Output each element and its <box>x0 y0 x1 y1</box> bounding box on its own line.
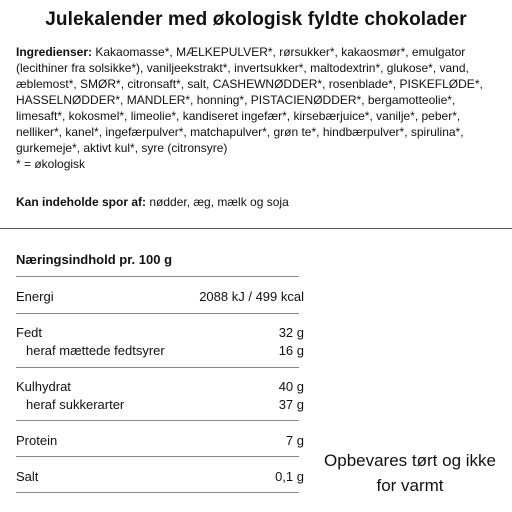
allergens-block <box>16 194 496 210</box>
nutrition-divider <box>16 420 299 421</box>
nutrition-value: 7 g <box>285 433 304 448</box>
nutrition-row-saturated-fat <box>16 342 304 360</box>
nutrition-value: 37 g <box>278 397 304 412</box>
nutrition-title: Næringsindhold pr. 100 g <box>16 252 173 267</box>
nutrition-value: 0,1 g <box>275 469 304 484</box>
nutrition-divider <box>16 276 299 277</box>
nutrition-label: Kulhydrat <box>16 379 71 394</box>
nutrition-divider <box>16 456 299 457</box>
storage-instructions: Opbevares tørt og ikke for varmt <box>324 451 496 495</box>
nutrition-row-carbohydrate <box>16 378 304 396</box>
ingredients-text: Kakaomasse*, MÆLKEPULVER*, rørsukker*, kakaosmør*, emulgator (lecithiner fra solsikke*), vaniljeekstrakt*, invertsukker*, maltodextrin*, glukose*, vand, æblemost*, SMØR*, citronsaft*, salt, CASHEWNØDDER*, rosenblade*, PISKEFLØDE*, HASSELNØDDER*, MANDLER*, honning*, PISTACIENØDDER*, bergamotteolie*, limesaft*, kokosmel*, limeolie*, kandiseret ingefær*, kirsebærjuice*, vanilje*, peber*, nelliker*, kanel*, ingefærpulver*, matchapulver*, grøn te*, hindbærpulver*, spirulina*, gurkemeje*, aktivt kul*, syre (citronsyre) <box>16 45 483 155</box>
nutrition-value: 16 g <box>278 343 304 358</box>
nutrition-row-energy <box>16 288 304 306</box>
nutrition-label: heraf mættede fedtsyrer <box>26 343 165 358</box>
nutrition-label: heraf sukkerarter <box>26 397 125 412</box>
nutrition-row-fat <box>16 324 304 342</box>
nutrition-label: Salt <box>16 469 39 484</box>
nutrition-divider <box>16 313 299 314</box>
product-title: Julekalender med økologisk fyldte chokolader <box>45 9 467 30</box>
nutrition-label: Energi <box>16 289 54 304</box>
nutrition-row-salt <box>16 468 304 486</box>
nutrition-row-protein <box>16 432 304 450</box>
nutrition-value: 2088 kJ / 499 kcal <box>199 289 304 304</box>
nutrition-row-sugars <box>16 396 304 414</box>
ingredients-label: Ingredienser: <box>16 45 93 59</box>
organic-note: * = økologisk <box>16 157 86 171</box>
nutrition-divider <box>16 492 299 493</box>
nutrition-value: 40 g <box>278 379 304 394</box>
nutrition-label: Fedt <box>16 325 43 340</box>
allergens-label: Kan indeholde spor af: <box>16 195 147 209</box>
section-divider <box>0 228 512 229</box>
nutrition-label: Protein <box>16 433 58 448</box>
nutrition-value: 32 g <box>278 325 304 340</box>
ingredients-block <box>16 44 502 172</box>
allergens-text: nødder, æg, mælk og soja <box>146 195 289 209</box>
nutrition-divider <box>16 367 299 368</box>
